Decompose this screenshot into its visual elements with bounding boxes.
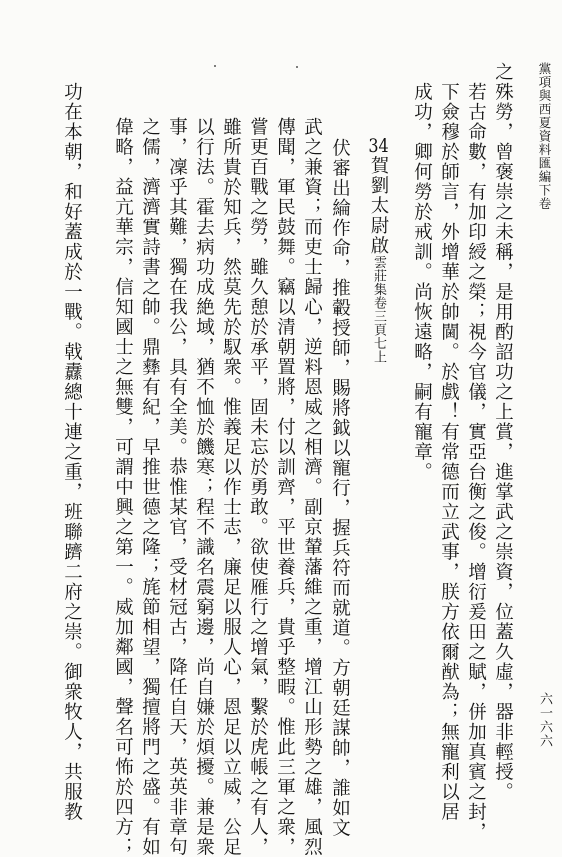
scan-speck xyxy=(296,66,298,68)
text-column: 嘗更百戰之勞，雖久憩於承平，固未忘於勇敢。欲使雁行之增氣，繫於虎帳之有人， xyxy=(247,117,269,857)
heading-number: 34 xyxy=(368,137,389,156)
text-column: 之儒，濟濟實詩書之帥。鼎彝有紀，早推世德之隆；旄節相望，獨擅將門之盛。有如 xyxy=(139,117,161,857)
text-column: 伏審出綸作命，推轂授師，賜將鉞以寵行，握兵符而就道。方朝廷謀帥，誰如文 xyxy=(329,138,351,838)
text-column: 傳聞，軍民鼓舞。竊以清朝置將，付以訓齊，平世養兵，貴乎整暇。惟此三軍之衆， xyxy=(274,117,296,857)
text-column: 以行法。霍去病功成絶域，猶不恤於饑寒；程不識名震窮邊，尚自嫌於煩擾。兼是衆 xyxy=(193,117,215,857)
text-column: 之殊勞，曾褒崇之未稱，是用酌詔功之上賞，進掌武之崇資，位蓋久虛，器非輕授。 xyxy=(492,62,514,802)
page-number: 六一六六 xyxy=(537,692,552,748)
text-column: 功在本朝，和好蓋成於一戰。戟纛總十連之重，班聯躋二府之崇。御衆牧人，共服教 xyxy=(61,82,83,822)
text-column: 偉略，益亢華宗，信知國士之無雙，可謂中興之第一。威加鄰國，聲名可怖於四方； xyxy=(112,117,134,857)
text-column: 武之兼資；而吏士歸心，逆料恩威之相濟。副京輦藩維之重，增江山形勢之雄，風烈 xyxy=(301,117,323,857)
text-column: 若古命數，有加印綬之榮；視今官儀，實亞台衡之俊。增衍爰田之賦，併加真賓之封， xyxy=(465,82,487,842)
text-column: 事，凜乎其難，獨在我公，具有全美。恭惟某官，受材冠古，降任自天，英英非章句 xyxy=(166,117,188,857)
heading-title: 賀劉太尉啟 xyxy=(368,155,389,256)
text-column: 下僉穆於師言，外增華於帥閫。於戲！有常德而立武事，朕方依爾猷為；無寵利以居 xyxy=(438,82,460,822)
scan-speck xyxy=(214,65,216,67)
text-column: 雖所貴於知兵，然莫先於馭衆。惟義足以作士志，廉足以服人心，恩足以立威，公足 xyxy=(220,117,242,857)
running-header: 黨項與西夏資料匯編下卷 xyxy=(537,62,552,211)
section-heading xyxy=(365,137,391,364)
text-column: 成功，卿何勞於戒訓。尚恢遠略，嗣有寵章。 xyxy=(411,82,433,482)
heading-source: 雲莊集卷三頁七上 xyxy=(371,255,386,364)
